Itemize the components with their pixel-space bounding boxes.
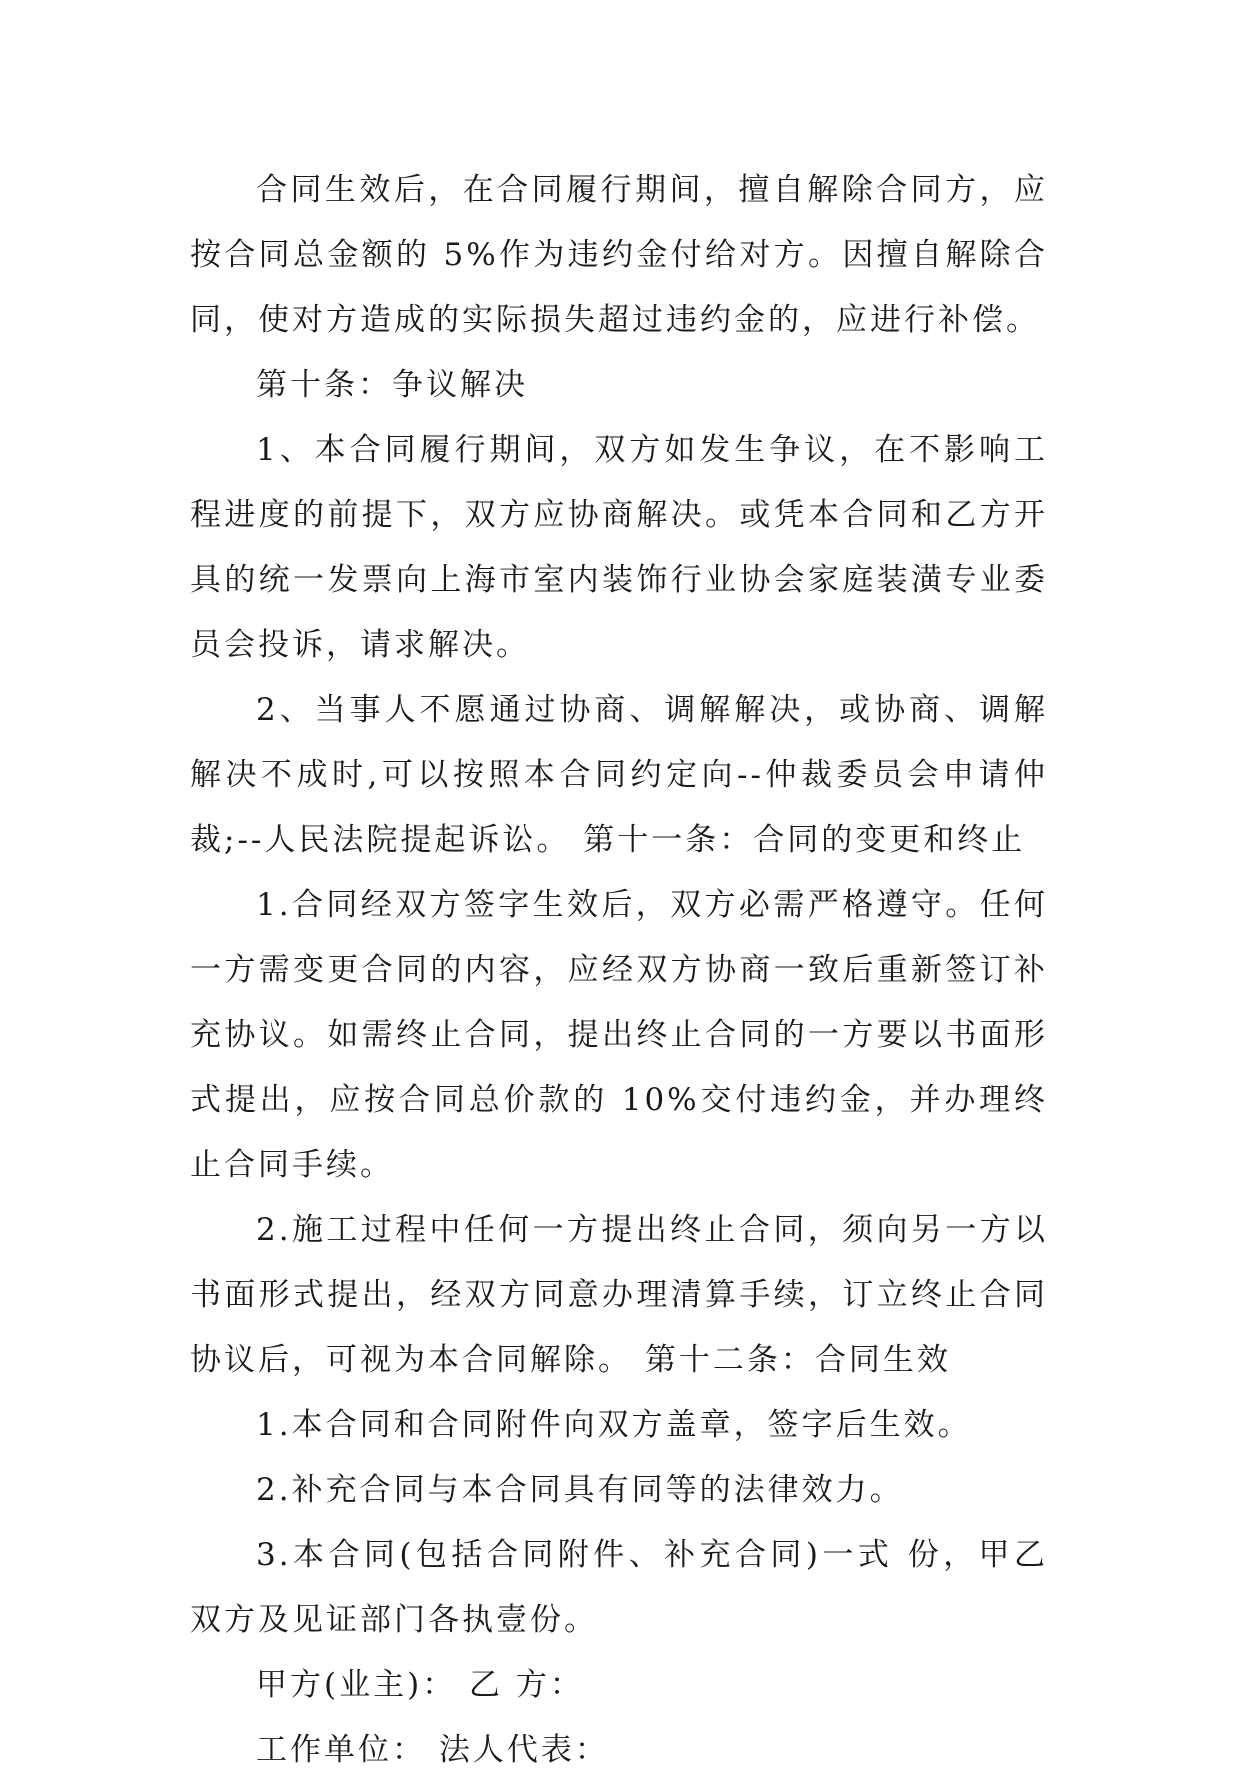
paragraph-change-1: 1.合同经双方签字生效后，双方必需严格遵守。任何一方需变更合同的内容，应经双方协商一致后重新签订补充协议。如需终止合同，提出终止合同的一方要以书面形式提出，应按合同总价款的 10%交付违约金，并办理终止合同手续。 <box>190 887 1048 1183</box>
paragraph-effect-3: 3.本合同(包括合同附件、补充合同)一式 份，甲乙双方及见证部门各执壹份。 <box>190 1537 1048 1638</box>
document-body <box>190 158 1048 1783</box>
heading-article-10: 第十条：争议解决 <box>256 367 528 403</box>
paragraph-effect-1: 1.本合同和合同附件向双方盖章，签字后生效。 <box>256 1407 972 1443</box>
paragraph-breach-penalty: 合同生效后，在合同履行期间，擅自解除合同方，应按合同总金额的 5%作为违约金付给对方。因擅自解除合同，使对方造成的实际损失超过违约金的，应进行补偿。 <box>190 172 1048 338</box>
paragraph-dispute-1: 1、本合同履行期间，双方如发生争议，在不影响工程进度的前提下，双方应协商解决。或凭本合同和乙方开具的统一发票向上海市室内装饰行业协会家庭装潢专业委员会投诉，请求解决。 <box>190 432 1048 663</box>
signature-line-parties: 甲方(业主)： 乙 方： <box>256 1667 584 1703</box>
signature-line-employer: 工作单位： 法人代表： <box>256 1732 609 1768</box>
paragraph-change-2: 2.施工过程中任何一方提出终止合同，须向另一方以书面形式提出，经双方同意办理清算手续，订立终止合同协议后，可视为本合同解除。 第十二条：合同生效 <box>190 1212 1048 1378</box>
paragraph-dispute-2: 2、当事人不愿通过协商、调解解决，或协商、调解解决不成时,可以按照本合同约定向--仲裁委员会申请仲裁;--人民法院提起诉讼。 第十一条：合同的变更和终止 <box>190 692 1048 858</box>
paragraph-effect-2: 2.补充合同与本合同具有同等的法律效力。 <box>256 1472 904 1508</box>
